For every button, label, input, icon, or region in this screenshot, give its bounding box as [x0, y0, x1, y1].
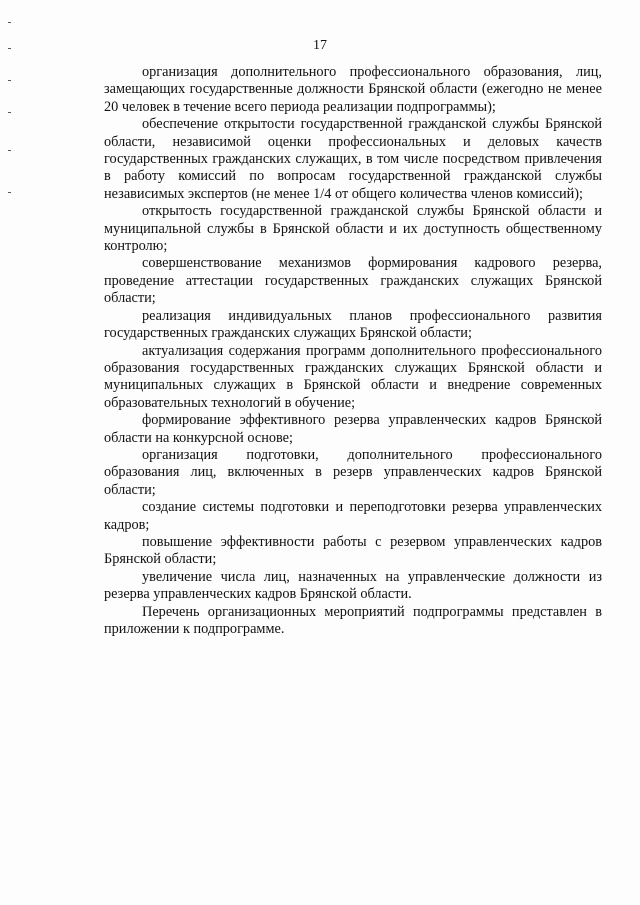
- paragraph-6: актуализация содержания программ дополнительного профессионального образования государственных гражданских служащих Брянской области и муниципальных служащих в Брянской области и внедрение современных образовательных технологий в обучение;: [104, 342, 602, 411]
- paragraph-7: формирование эффективного резерва управленческих кадров Брянской области на конкурсной основе;: [104, 412, 602, 446]
- paragraph-3: открытость государственной гражданской службы Брянской области и муниципальной службы в Брянской области и их доступность общественному контролю;: [104, 203, 602, 255]
- document-body: [104, 64, 602, 638]
- paragraph-1: организация дополнительного профессионального образования, лиц, замещающих государственные должности Брянской области (ежегодно не менее 20 человек в течение всего периода реализации подпрограммы);: [104, 64, 602, 115]
- paragraph-9: создание системы подготовки и переподготовки резерва управленческих кадров;: [104, 499, 602, 533]
- paragraph-2: обеспечение открытости государственной гражданской службы Брянской области, независимой оценки профессиональных и деловых качеств государственных гражданских служащих, в том числе посредством привлечения в работу комиссий по вопросам государственной гражданской службы независимых экспертов (не менее 1/4 от общего количества членов комиссий);: [104, 116, 602, 202]
- paragraph-8: организация подготовки, дополнительного профессионального образования лиц, включенных в резерв управленческих кадров Брянской области;: [104, 446, 602, 498]
- binding-margin-marks: [6, 0, 16, 905]
- paragraph-10: повышение эффективности работы с резервом управленческих кадров Брянской области;: [104, 533, 602, 568]
- paragraph-12: Перечень организационных мероприятий подпрограммы представлен в приложении к подпрограмме.: [104, 603, 602, 637]
- paragraph-11: увеличение числа лиц, назначенных на управленческие должности из резерва управленческих кадров Брянской области.: [104, 568, 602, 603]
- paragraph-5: реализация индивидуальных планов профессионального развития государственных гражданских служащих Брянской области;: [104, 307, 602, 342]
- page-number: 17: [313, 38, 327, 53]
- paragraph-4: совершенствование механизмов формирования кадрового резерва, проведение аттестации государственных гражданских служащих Брянской области;: [104, 255, 602, 307]
